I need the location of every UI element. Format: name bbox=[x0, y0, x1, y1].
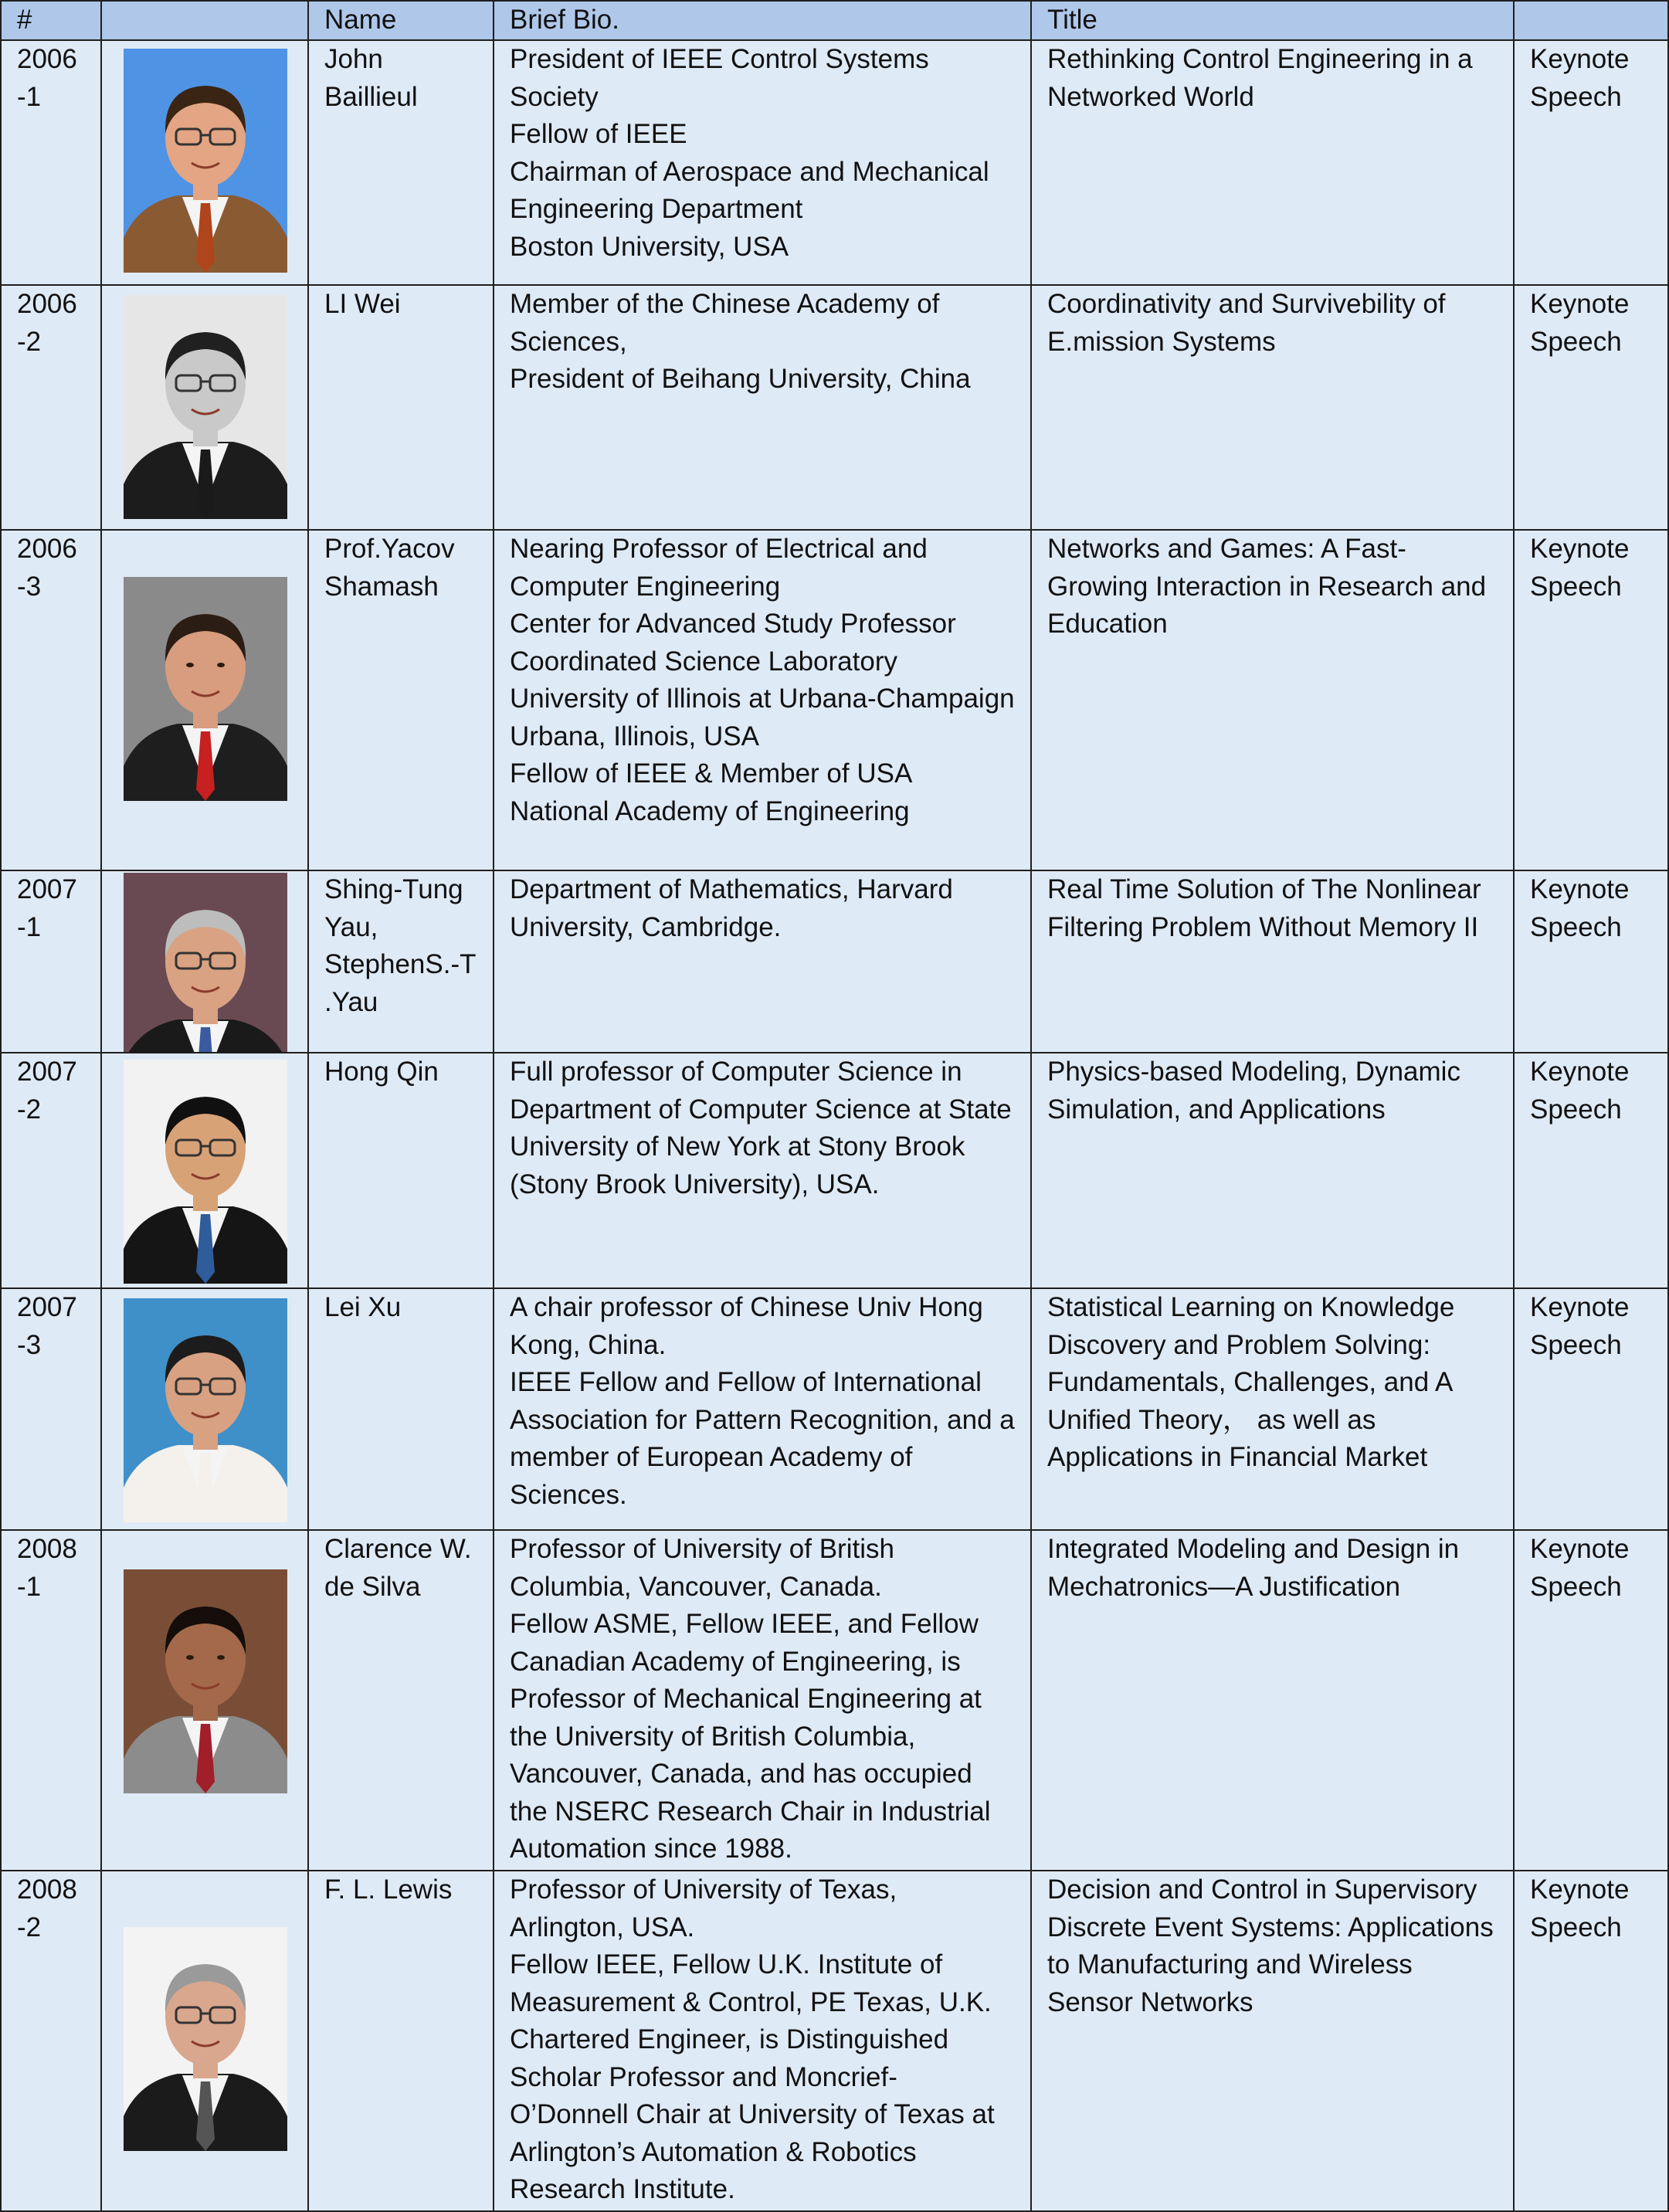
type-cell bbox=[1514, 1871, 1668, 2211]
bio-cell bbox=[494, 1871, 1031, 2211]
title-cell bbox=[1031, 530, 1514, 870]
talk-type: Keynote Speech bbox=[1530, 534, 1630, 602]
speaker-name: LI Wei bbox=[324, 289, 401, 319]
row-number-cell bbox=[1, 1530, 101, 1871]
bio-cell bbox=[494, 530, 1031, 870]
bio-cell bbox=[494, 1288, 1031, 1530]
photo-cell bbox=[101, 1053, 308, 1288]
bio-line: A chair professor of Chinese Univ Hong Kong, China. bbox=[510, 1292, 983, 1360]
bio-line: University of Illinois at Urbana-Champaign bbox=[510, 684, 1015, 714]
speaker-name: Lei Xu bbox=[324, 1292, 402, 1322]
type-cell bbox=[1514, 1530, 1668, 1871]
bio-cell bbox=[494, 870, 1031, 1053]
bio-cell bbox=[494, 40, 1031, 285]
type-cell bbox=[1514, 870, 1668, 1053]
talk-title: Networks and Games: A Fast-Growing Interaction in Research and Education bbox=[1047, 534, 1487, 639]
speaker-photo bbox=[124, 1927, 287, 2151]
row-number-cell bbox=[1, 1288, 101, 1530]
row-number-cell bbox=[1, 1053, 101, 1288]
type-cell bbox=[1514, 1053, 1668, 1288]
name-cell bbox=[308, 40, 494, 285]
bio-line: Professor of University of Texas, Arlington, USA. bbox=[510, 1874, 897, 1942]
speaker-name: Prof.Yacov Shamash bbox=[324, 534, 455, 602]
bio-line: Urbana, Illinois, USA bbox=[510, 721, 759, 751]
speaker-photo bbox=[124, 873, 287, 1053]
speaker-row bbox=[1, 1288, 1668, 1530]
row-number-cell bbox=[1, 285, 101, 530]
header-title: Title bbox=[1031, 1, 1514, 40]
bio-line: IEEE Fellow and Fellow of International Association for Pattern Recognition, and a member of European Academy of Sciences. bbox=[510, 1367, 1015, 1510]
type-cell bbox=[1514, 1288, 1668, 1530]
speaker-row bbox=[1, 1053, 1668, 1288]
row-number-cell bbox=[1, 1871, 101, 2211]
photo-cell bbox=[101, 285, 308, 530]
speaker-photo bbox=[124, 49, 287, 273]
talk-title: Coordinativity and Survivebility of E.mission Systems bbox=[1047, 289, 1446, 357]
photo-cell bbox=[101, 1871, 308, 2211]
header-num: # bbox=[1, 1, 101, 40]
name-cell bbox=[308, 1530, 494, 1871]
row-number: 2006 -1 bbox=[17, 44, 77, 112]
row-number: 2008 -2 bbox=[17, 1874, 77, 1942]
portrait-graphic bbox=[124, 1569, 287, 1793]
name-cell bbox=[308, 1871, 494, 2211]
type-cell bbox=[1514, 530, 1668, 870]
bio-line: Fellow of IEEE bbox=[510, 119, 687, 149]
title-cell bbox=[1031, 1053, 1514, 1288]
speaker-name: John Baillieul bbox=[324, 44, 418, 112]
photo-cell bbox=[101, 530, 308, 870]
bio-line: Chairman of Aerospace and Mechanical Engineering Department bbox=[510, 156, 989, 224]
bio-line: Boston University, USA bbox=[510, 231, 789, 262]
row-number: 2008 -1 bbox=[17, 1534, 77, 1602]
talk-type: Keynote Speech bbox=[1530, 1874, 1630, 1942]
row-number: 2007 -1 bbox=[17, 874, 77, 942]
photo-cell bbox=[101, 40, 308, 285]
header-bio: Brief Bio. bbox=[494, 1, 1031, 40]
name-cell bbox=[308, 530, 494, 870]
talk-type: Keynote Speech bbox=[1530, 1292, 1630, 1360]
talk-type: Keynote Speech bbox=[1530, 1534, 1630, 1602]
name-cell bbox=[308, 1288, 494, 1530]
bio-line: Department of Mathematics, Harvard University, Cambridge. bbox=[510, 874, 953, 942]
talk-type: Keynote Speech bbox=[1530, 289, 1630, 357]
name-cell bbox=[308, 1053, 494, 1288]
bio-line: President of IEEE Control Systems Society bbox=[510, 44, 929, 112]
name-cell bbox=[308, 870, 494, 1053]
bio-line: Center for Advanced Study Professor bbox=[510, 609, 956, 639]
portrait-graphic bbox=[124, 1298, 287, 1522]
row-number: 2006 -2 bbox=[17, 289, 77, 357]
type-cell bbox=[1514, 285, 1668, 530]
speaker-row bbox=[1, 530, 1668, 870]
speaker-row bbox=[1, 40, 1668, 285]
speaker-name: Shing-Tung Yau, StephenS.-T .Yau bbox=[324, 874, 477, 1017]
speaker-photo bbox=[124, 1569, 287, 1793]
talk-title: Decision and Control in Supervisory Discrete Event Systems: Applications to Manufacturing and Wireless Sensor Networks bbox=[1047, 1874, 1494, 2017]
photo-cell bbox=[101, 1530, 308, 1871]
bio-line: Professor of University of British Columbia, Vancouver, Canada. bbox=[510, 1534, 894, 1602]
row-number: 2006 -3 bbox=[17, 534, 77, 602]
talk-title: Real Time Solution of The Nonlinear Filtering Problem Without Memory II bbox=[1047, 874, 1481, 942]
talk-title: Rethinking Control Engineering in a Networked World bbox=[1047, 44, 1473, 112]
talk-title: Statistical Learning on Knowledge Discovery and Problem Solving: Fundamentals, Challenges, and A Unified Theory， as well as Applications in Financial Market bbox=[1047, 1292, 1455, 1472]
header-photo bbox=[101, 1, 308, 40]
row-number: 2007 -2 bbox=[17, 1057, 77, 1125]
speaker-name: F. L. Lewis bbox=[324, 1874, 453, 1905]
photo-cell bbox=[101, 1288, 308, 1530]
portrait-graphic bbox=[124, 1927, 287, 2151]
bio-line: Fellow IEEE, Fellow U.K. Institute of Measurement & Control, PE Texas, U.K. Chartered Engineer, is Distinguished Scholar Professor and Moncrief-O’Donnell Chair at University of Texas at Arlington’s Automation & Robotics Research Institute. bbox=[510, 1949, 995, 2204]
speaker-name: Clarence W. de Silva bbox=[324, 1534, 472, 1602]
bio-line: Member of the Chinese Academy of Sciences, bbox=[510, 289, 940, 357]
speaker-row bbox=[1, 285, 1668, 530]
portrait-graphic bbox=[124, 873, 287, 1053]
bio-cell bbox=[494, 285, 1031, 530]
row-number-cell bbox=[1, 870, 101, 1053]
header-row bbox=[1, 1, 1668, 40]
bio-line: Coordinated Science Laboratory bbox=[510, 646, 897, 677]
speaker-row bbox=[1, 1871, 1668, 2211]
bio-cell bbox=[494, 1053, 1031, 1288]
name-cell bbox=[308, 285, 494, 530]
speaker-row bbox=[1, 1530, 1668, 1871]
row-number: 2007 -3 bbox=[17, 1292, 77, 1360]
portrait-graphic bbox=[124, 295, 287, 519]
speaker-photo bbox=[124, 577, 287, 801]
talk-title: Physics-based Modeling, Dynamic Simulation, and Applications bbox=[1047, 1057, 1460, 1125]
speaker-photo bbox=[124, 1060, 287, 1284]
bio-line: Nearing Professor of Electrical and Computer Engineering bbox=[510, 534, 928, 602]
talk-type: Keynote Speech bbox=[1530, 1057, 1630, 1125]
photo-cell bbox=[101, 870, 308, 1053]
header-type bbox=[1514, 1, 1668, 40]
bio-line: Fellow of IEEE & Member of USA National Academy of Engineering bbox=[510, 758, 911, 826]
talk-type: Keynote Speech bbox=[1530, 44, 1630, 112]
title-cell bbox=[1031, 1288, 1514, 1530]
talk-title: Integrated Modeling and Design in Mechatronics—A Justification bbox=[1047, 1534, 1460, 1602]
portrait-graphic bbox=[124, 1060, 287, 1284]
speaker-photo bbox=[124, 1298, 287, 1522]
title-cell bbox=[1031, 40, 1514, 285]
speaker-name: Hong Qin bbox=[324, 1057, 439, 1087]
portrait-graphic bbox=[124, 577, 287, 801]
row-number-cell bbox=[1, 530, 101, 870]
title-cell bbox=[1031, 285, 1514, 530]
bio-line: Fellow ASME, Fellow IEEE, and Fellow Canadian Academy of Engineering, is Professor of Mechanical Engineering at the University of British Columbia, Vancouver, Canada, and has occupied the NSERC Research Chair in Industrial Automation since 1988. bbox=[510, 1609, 991, 1864]
speaker-photo bbox=[124, 295, 287, 519]
bio-line: President of Beihang University, China bbox=[510, 364, 971, 394]
title-cell bbox=[1031, 1871, 1514, 2211]
bio-cell bbox=[494, 1530, 1031, 1871]
title-cell bbox=[1031, 870, 1514, 1053]
title-cell bbox=[1031, 1530, 1514, 1871]
talk-type: Keynote Speech bbox=[1530, 874, 1630, 942]
speaker-row bbox=[1, 870, 1668, 1053]
bio-line: Full professor of Computer Science in Department of Computer Science at State University of New York at Stony Brook (Stony Brook University), USA. bbox=[510, 1057, 1012, 1199]
portrait-graphic bbox=[124, 49, 287, 273]
row-number-cell bbox=[1, 40, 101, 285]
header-name: Name bbox=[308, 1, 494, 40]
type-cell bbox=[1514, 40, 1668, 285]
